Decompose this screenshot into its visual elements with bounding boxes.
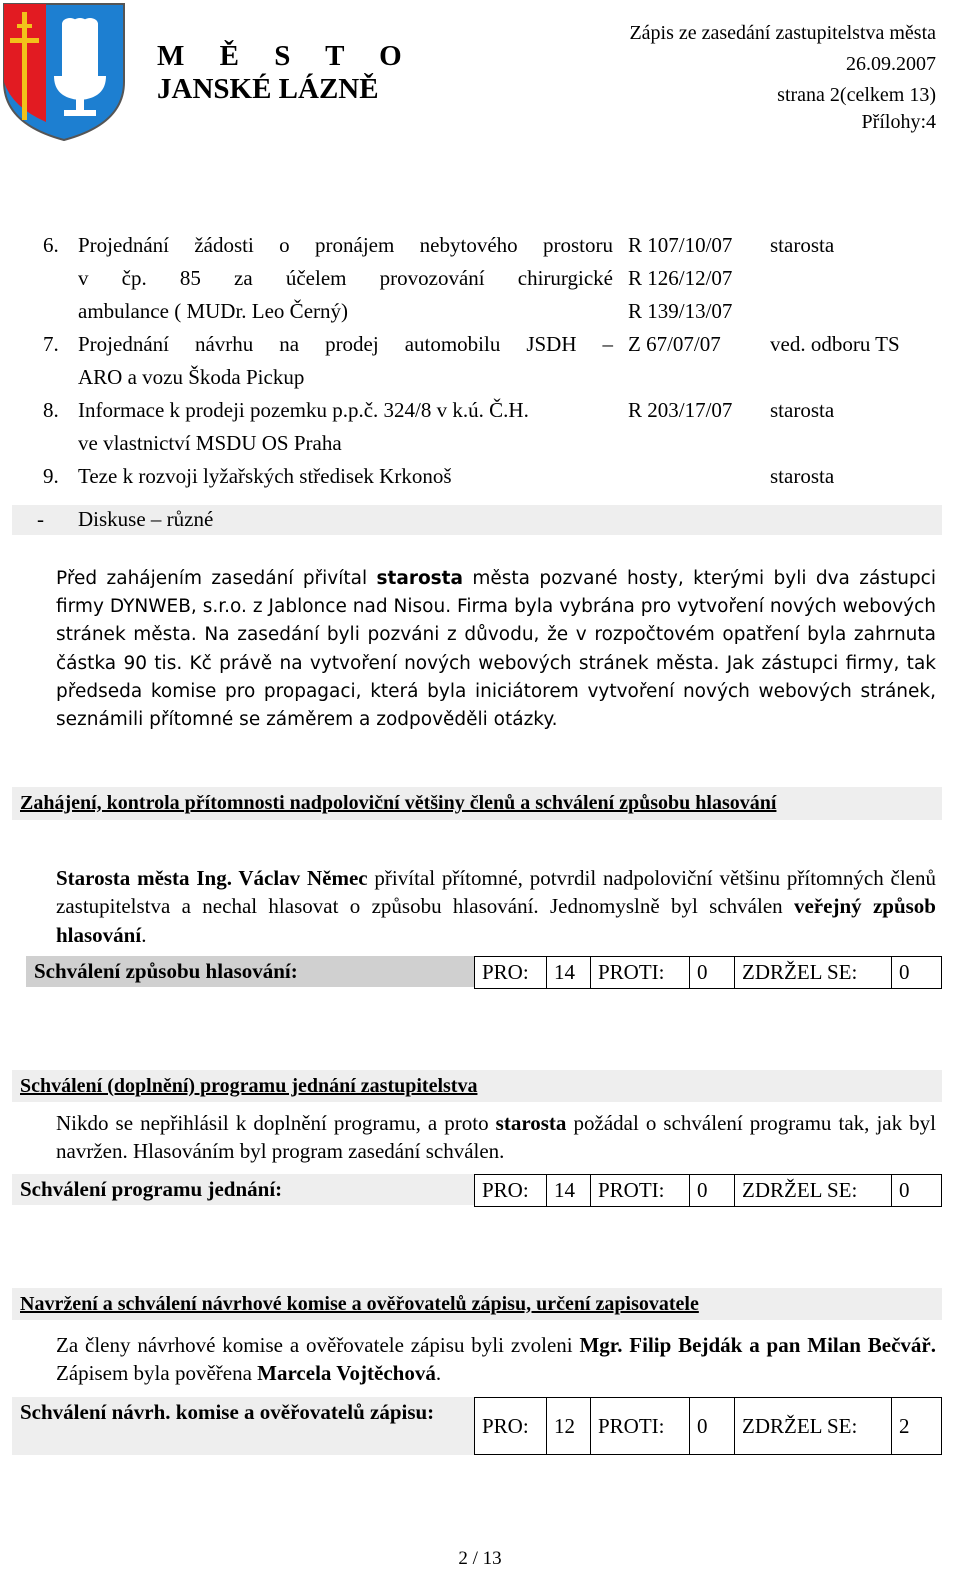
document-date: 26.09.2007: [846, 53, 936, 75]
responsible-person: starosta: [770, 464, 835, 488]
vote-zdrzel-count: 0: [891, 957, 941, 988]
document-title: Zápis ze zasedání zastupitelstva města: [629, 22, 936, 44]
agenda-row: [0, 332, 960, 365]
attachments-count: Přílohy:4: [861, 111, 936, 133]
section-heading-text: Zahájení, kontrola přítomnosti nadpoloviční většiny členů a schválení způsobu hlasování: [20, 792, 777, 814]
vote-pro-label: PRO:: [482, 1414, 529, 1438]
section-heading-text: Navržení a schválení návrhové komise a ověřovatelů zápisu, určení zapisovatele: [20, 1293, 699, 1315]
resolution-number: R 203/17/07: [628, 398, 733, 422]
city-name-line2: JANSKÉ LÁZNĚ: [157, 73, 379, 105]
page-footer: 2 / 13: [458, 1548, 502, 1569]
vote-zdrzel-label: ZDRŽEL SE:: [734, 1398, 891, 1454]
text-run-bold: Starosta města Ing. Václav Němec: [56, 866, 368, 890]
text-run-bold: veřejný způsob hlasování: [56, 894, 936, 947]
text-run: přivítal přítomné, potvrdil nadpoloviční většinu přítomných členů zastupitelstva a nechal hlasovat o způsobu hlasování. Jednomyslně byl schválen: [56, 866, 936, 919]
vote-zdrzel-label: ZDRŽEL SE:: [734, 1175, 891, 1206]
agenda-row: [0, 233, 960, 266]
agenda-row: [0, 464, 960, 497]
vote-pro-label: PRO:: [482, 960, 529, 984]
vote-pro-label: PRO:: [482, 1178, 529, 1202]
agenda-topic-line: v čp. 85 za účelem provozování chirurgické: [78, 266, 613, 290]
vote-zdrzel-count: 0: [891, 1175, 941, 1206]
discussion-dash: -: [37, 507, 44, 531]
responsible-person: ved. odboru TS: [770, 332, 900, 356]
vote-row: [26, 956, 942, 987]
vote-label-text: Schválení návrh. komise a ověřovatelů zápisu:: [20, 1400, 435, 1424]
vote-label-text: Schválení programu jednání:: [20, 1177, 283, 1201]
city-name-line1: M Ě S T O: [157, 40, 416, 72]
text-run: Před zahájením zasedání přivítal: [56, 568, 377, 589]
city-name: [157, 40, 416, 106]
vote-label: [26, 956, 474, 987]
vote-label-text: Schválení způsobu hlasování:: [34, 959, 298, 983]
agenda-number: 8.: [43, 398, 59, 422]
responsible-person: starosta: [770, 398, 835, 422]
discussion-label: Diskuse – různé: [78, 507, 214, 531]
text-run: města pozvané hosty, kterými byli dva zástupci firmy DYNWEB, s.r.o. z Jablonce nad Nisou. Firma byla vybrána pro vytvoření nových webových stránek města. Na zasedání byli pozváni z důvodu, že v rozpočtovém opatření byla zahrnuta částka 90 tis. Kč právě na vytvoření nových webových stránek města. Jak zástupci firmy, tak předseda komise pro propagaci, která byla iniciátorem vytvoření nových webových stránek, seznámili přítomné se záměrem a zodpověděli otázky.: [56, 568, 936, 731]
section-heading-text: Schválení (doplnění) programu jednání zastupitelstva: [20, 1075, 478, 1097]
text-run: Za členy návrhové komise a ověřovatele zápisu byli zvoleni: [56, 1333, 580, 1357]
vote-results: [474, 1174, 942, 1207]
vote-proti-label: PROTI:: [590, 1398, 689, 1454]
discussion-item: [12, 505, 942, 535]
text-run-bold: starosta: [495, 1111, 567, 1135]
vote-zdrzel-count: 2: [891, 1398, 941, 1454]
page-info: strana 2(celkem 13): [777, 84, 936, 106]
vote-pro-count: 14: [546, 957, 590, 988]
text-run-bold: Mgr. Filip Bejdák a pan Milan Bečvář.: [579, 1333, 936, 1357]
agenda-row: [0, 431, 960, 464]
agenda-row: [0, 365, 960, 398]
agenda-topic-line: ARO a vozu Škoda Pickup: [78, 365, 305, 389]
section-heading: [12, 787, 942, 820]
agenda-row: [0, 299, 960, 332]
vote-results: [474, 956, 942, 989]
intro-paragraph: [56, 565, 936, 734]
text-run-bold: Marcela Vojtěchová: [257, 1361, 436, 1386]
vote-pro-count: 12: [546, 1398, 590, 1454]
agenda-number: 6.: [43, 233, 59, 257]
agenda-topic-line: Projednání žádosti o pronájem nebytového prostoru: [78, 233, 613, 257]
text-run: .: [141, 922, 147, 947]
vote-label: [12, 1397, 474, 1455]
vote-zdrzel-label: ZDRŽEL SE:: [734, 957, 891, 988]
vote-proti-label: PROTI:: [590, 957, 689, 988]
agenda-row: [0, 398, 960, 431]
resolution-number: Z 67/07/07: [628, 332, 721, 356]
agenda-topic-line: ve vlastnictví MSDU OS Praha: [78, 431, 342, 455]
agenda-topic-line: ambulance ( MUDr. Leo Černý): [78, 299, 348, 323]
section-paragraph: [56, 864, 936, 949]
vote-pro-count: 14: [546, 1175, 590, 1206]
text-run: požádal o schválení programu tak, jak byl navržen. Hlasováním byl program zasedání schválen.: [56, 1111, 936, 1164]
section-paragraph: [56, 1109, 936, 1166]
section-heading: [12, 1070, 942, 1102]
vote-row: [12, 1174, 942, 1205]
section-heading: [12, 1288, 942, 1320]
vote-proti-label: PROTI:: [590, 1175, 689, 1206]
town-coat-of-arms-logo: [2, 2, 126, 142]
resolution-number: R 107/10/07: [628, 233, 733, 257]
section-paragraph: [56, 1331, 936, 1388]
vote-proti-count: 0: [689, 957, 734, 988]
text-run: Zápisem byla pověřena: [56, 1361, 258, 1386]
document-meta: [629, 18, 936, 138]
agenda-number: 7.: [43, 332, 59, 356]
agenda-row: [0, 266, 960, 299]
agenda-number: 9.: [43, 464, 59, 488]
vote-proti-count: 0: [689, 1175, 734, 1206]
vote-row: [12, 1397, 942, 1455]
text-run: Nikdo se nepřihlásil k doplnění programu, a proto: [56, 1111, 496, 1135]
resolution-number: R 126/12/07: [628, 266, 733, 290]
vote-results: [474, 1397, 942, 1455]
resolution-number: R 139/13/07: [628, 299, 733, 323]
agenda-topic-line: Projednání návrhu na prodej automobilu JSDH –: [78, 332, 613, 356]
vote-label: [12, 1174, 474, 1205]
agenda-topic-line: Informace k prodeji pozemku p.p.č. 324/8 v k.ú. Č.H.: [78, 398, 529, 422]
text-run: .: [435, 1361, 442, 1386]
text-run-bold: starosta: [376, 568, 464, 589]
vote-proti-count: 0: [689, 1398, 734, 1454]
agenda-topic-line: Teze k rozvoji lyžařských středisek Krkonoš: [78, 464, 452, 488]
responsible-person: starosta: [770, 233, 835, 257]
